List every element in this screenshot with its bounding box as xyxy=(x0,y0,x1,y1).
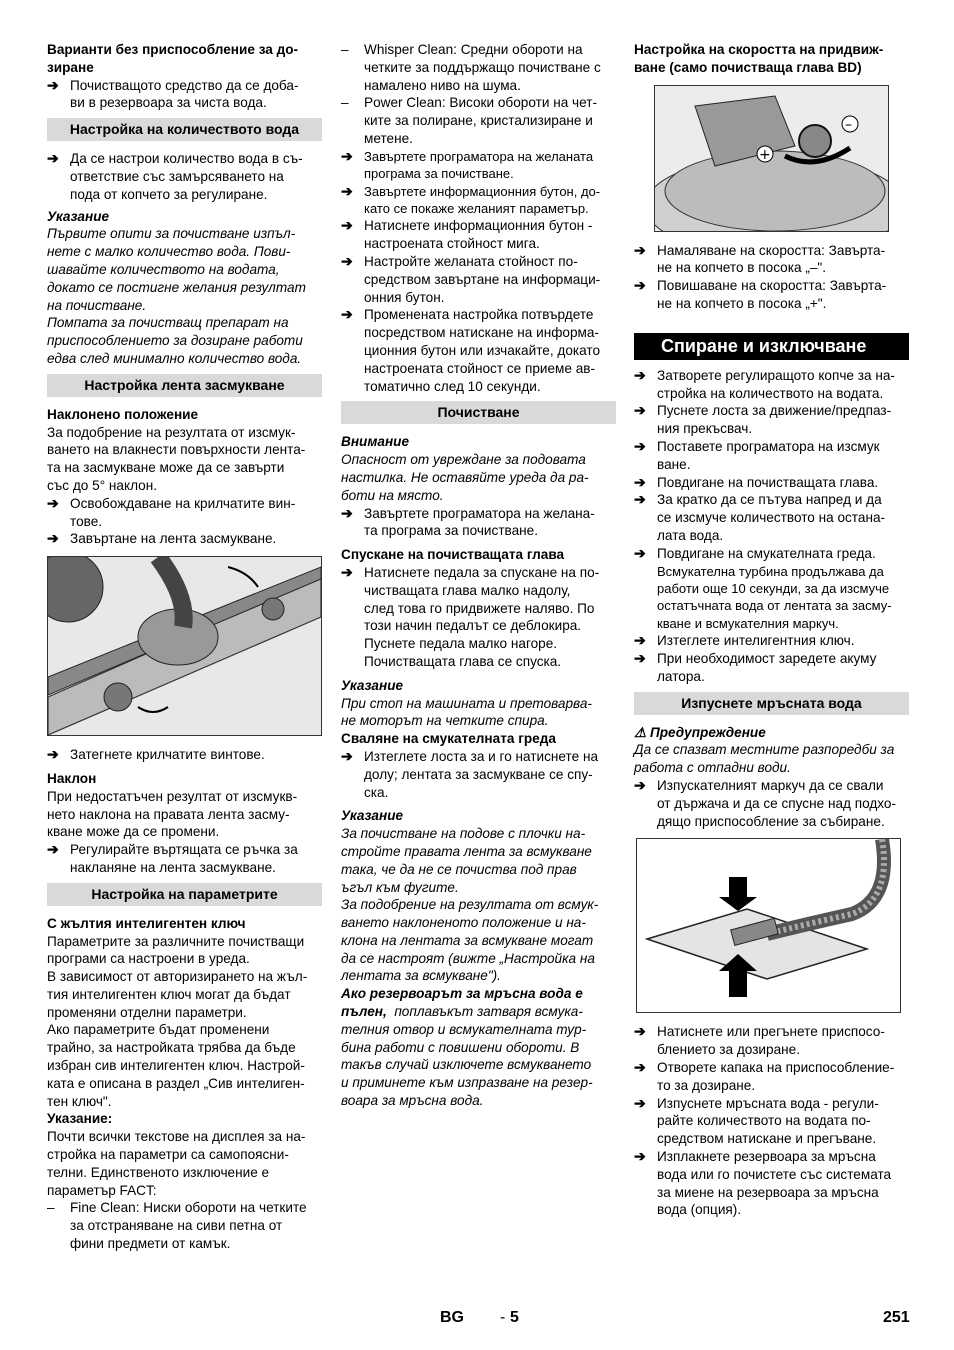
arrow-icon: ➔ xyxy=(634,1023,646,1040)
arrow-icon: ➔ xyxy=(634,473,646,490)
arrow-icon: ➔ xyxy=(634,544,646,561)
speed-knob-figure xyxy=(654,85,889,232)
arrow-icon: ➔ xyxy=(634,632,646,649)
dash-item: – Whisper Clean: Средни обороти на четките за поддържащо почистване с намалено ниво на шума. xyxy=(341,42,601,93)
arrow-icon: ➔ xyxy=(47,150,59,167)
paragraph: Почти всички текстове на дисплея за на- стройка на параметри са самопоясни- телни. Единственото изключение е параметър FACT: xyxy=(47,1129,306,1198)
warning-text: Да се спазват местните разпоредби за работа с отпадни води. xyxy=(634,742,895,776)
arrow-icon: ➔ xyxy=(634,241,646,258)
arrow-icon: ➔ xyxy=(341,306,353,323)
note-text-tank-full: Ако резервоарът за мръсна вода е пълен, поплавъкът затваря всмука- телния отвор и всмукателната тур- бина работи с повишени обороти. В такъв случай изключете всмукването и приминете към изпразване на резер- воара за мръсна вода. xyxy=(341,986,593,1109)
section-bar-water-amount: Настройка на количеството вода xyxy=(47,118,322,141)
arrow-icon: ➔ xyxy=(634,402,646,419)
note-label: Указание: xyxy=(47,1111,113,1127)
heading-lower-squeegee: Сваляне на смукателната греда xyxy=(341,731,556,747)
step: ➔ Затегнете крилчатите винтове. xyxy=(47,746,265,763)
arrow-icon: ➔ xyxy=(47,76,59,93)
step: ➔ Да се настрои количество вода в съ- ответствие със замърсяването на пода от копчето за регулиране. xyxy=(47,150,303,202)
paragraph: Параметрите за различните почистващи програми са настроени в уреда. В зависимост от авторизирането на жъл- тия интелигентен ключ могат да бъдат променяни отделни параметри. Ако параметрите бъдат променени трайно, за настройката трябва да бъде избран сив интелигентен ключ. Настрой- ката е описана в раздел „Сив интелиген- тен ключ". xyxy=(47,933,308,1109)
step: ➔ Натиснете педала за спускане на по- чистващата глава малко надолу, след това го придвижете наляво. По този начин педалът се деблокира. Пуснете педала малко нагоре. Почистващата глава се спуска. xyxy=(341,563,600,669)
arrow-icon: ➔ xyxy=(634,1058,646,1075)
arrow-icon: ➔ xyxy=(341,747,353,764)
step: ➔ Изплакнете резервоара за мръсна вода или го почистете със системата за миене на резервоара за мръсна вода (опция). xyxy=(634,1147,892,1218)
step: ➔ Отворете капака на приспособление- то за дозиране. xyxy=(634,1058,895,1093)
svg-text:+: + xyxy=(759,146,771,163)
step: ➔ Регулирайте въртящата се ръчка за накланяне на лента засмукване. xyxy=(47,841,298,875)
arrow-icon: ➔ xyxy=(341,504,353,521)
arrow-icon: ➔ xyxy=(341,147,353,164)
step: ➔ При необходимост заредете акуму латора. xyxy=(634,649,877,684)
step: ➔ Повдигане на смукателната греда. xyxy=(634,544,876,561)
step: ➔ Завъртане на лента засмукване. xyxy=(47,530,277,547)
note-label: Указание xyxy=(341,677,404,693)
column-left xyxy=(47,41,322,1253)
step: ➔ Повишаване на скоростта: Завърта- не на копчето в посока „+". xyxy=(634,277,887,311)
footer-language: BG xyxy=(440,1309,464,1326)
drain-hose-figure xyxy=(636,838,901,1013)
section-bar-parameters: Настройка на параметрите xyxy=(47,883,322,906)
dash-item: – Fine Clean: Ниски обороти на четките за отстраняване на сиви петна от фини предмети от камък. xyxy=(47,1200,307,1252)
arrow-icon: ➔ xyxy=(634,1094,646,1111)
heading-yellow-key: С жълтия интелигентен ключ xyxy=(47,915,246,931)
step: ➔ Завъртете програматора на желана- та програма за почистване. xyxy=(341,504,595,539)
arrow-icon: ➔ xyxy=(634,366,646,383)
note-label: Указание xyxy=(47,208,110,224)
footer-separator: - xyxy=(500,1309,506,1326)
heading-lower-head: Спускане на почистващата глава xyxy=(341,547,565,563)
step: ➔ Изпуснете мръсната вода - регули- райте количеството на водата по- средством натискане и прегъване. xyxy=(634,1094,879,1147)
arrow-icon: ➔ xyxy=(341,217,353,234)
heading-speed: Настройка на скоростта на придвиж- ване (само почистваща глава BD) xyxy=(634,42,884,75)
arrow-icon: ➔ xyxy=(634,1147,646,1164)
step: ➔ Завъртете програматора на желаната програма за почистване. xyxy=(341,147,594,182)
step: ➔ Повдигане на почистващата глава. xyxy=(634,473,879,490)
arrow-icon: ➔ xyxy=(341,563,353,580)
arrow-icon: ➔ xyxy=(634,776,646,793)
section-bar-cleaning: Почистване xyxy=(341,401,616,424)
heading-tilt: Наклон xyxy=(47,770,97,786)
section-bar-squeegee: Настройка лента засмукване xyxy=(47,374,322,397)
step: ➔ Натиснете или прегънете приспосо- блението за дозиране. xyxy=(634,1023,885,1058)
step: ➔ Почистващото средство да се доба- ви в резервоара за чиста вода. xyxy=(47,76,299,111)
squeegee-figure xyxy=(47,556,322,736)
note-label: Указание xyxy=(341,808,404,824)
paragraph: За подобрение на резултата от изсмук- ването на влакнести повърхности лента- та на засмукване може да се завърти със до 5° наклон. xyxy=(47,424,306,493)
note-text: За почистване на подове с плочки на- стройте правата лента за всмукване така, че да не се почиства под прав ъгъл към фугите. За подобрение на резултата от всмук- ването наклоненото положение и на- клона на лентата за всмукване могат да се настроят (вижте „Настройка на лентата за всмукване"). xyxy=(341,826,599,984)
step: ➔ Изтеглете лоста за и го натиснете на долу; лентата за засмукване се спу- ска. xyxy=(341,747,599,800)
section-title-stop: Спиране и изключване xyxy=(634,333,909,360)
step: ➔ Намаляване на скоростта: Завърта- не на копчето в посока „–". xyxy=(634,241,886,276)
column-right xyxy=(634,41,909,1219)
warning-label: ⚠ Предупреждение xyxy=(634,724,766,740)
arrow-icon: ➔ xyxy=(47,746,59,763)
svg-text:–: – xyxy=(845,116,852,133)
step: ➔ Освобождаване на крилчатите вин- тове. xyxy=(47,494,296,529)
warning-label: Внимание xyxy=(341,434,410,450)
step: ➔ Изтеглете интелигентния ключ. xyxy=(634,632,855,649)
step: ➔ Настройте желаната стойност по- средством завъртане на информаци- онния бутон. xyxy=(341,253,601,305)
note-text: Първите опити за почистване изпъл- нете с малко количество вода. Пови- шавайте количеството на водата, докато се постигне желания резултат на почистване. Помпата за почистващ препарат на приспособлението за дозиране работи едва след минимално количество вода. xyxy=(47,226,306,366)
heading-no-dosing: Варианти без приспособление за до- зиране xyxy=(47,42,299,75)
arrow-icon: ➔ xyxy=(47,841,59,858)
arrow-icon: ➔ xyxy=(634,277,646,294)
arrow-icon: ➔ xyxy=(634,649,646,666)
step: ➔ Натиснете информационния бутон - настроената стойност мига. xyxy=(341,217,593,252)
paragraph: Всмукателна турбина продължава да работи още 10 секунди, за да изсмуче остатъчната вода от лентата за засму- кване и всмукателния маркуч. xyxy=(657,563,892,631)
warning-text: Опасност от увреждане за подовата настилка. Не оставяйте уреда да ра- боти на място. xyxy=(341,452,589,503)
section-bar-drain: Изпуснете мръсната вода xyxy=(634,692,909,715)
column-middle xyxy=(341,41,616,1110)
arrow-icon: ➔ xyxy=(47,530,59,547)
footer-page-number: 251 xyxy=(883,1309,910,1326)
step: ➔ Завъртете информационния бутон, до- като се покаже желаният параметър. xyxy=(341,182,601,216)
step: ➔ Изпускателният маркуч да се свали от държача и да се спусне над подхо- дящо приспособление за събиране. xyxy=(634,776,897,829)
step: ➔ Променената настройка потвърдете посредством натискане на информа- ционния бутон или изчакайте, докато настроената стойност се приеме ав- томатично след 10 секунди. xyxy=(341,306,601,394)
heading-inclined: Наклонено положение xyxy=(47,406,199,422)
step: ➔ Затворете регулиращото копче за на- стройка на количеството на водата. xyxy=(634,366,895,401)
arrow-icon: ➔ xyxy=(341,253,353,269)
arrow-icon: ➔ xyxy=(634,491,646,508)
paragraph: При недостатъчен резултат от изсмукв- нето наклона на правата лента засму- кване може да се промени. xyxy=(47,788,298,840)
dash-item: – Power Clean: Високи обороти на чет- ките за полиране, кристализиране и метене. xyxy=(341,95,597,146)
note-text: При стоп на машината и претоварва- не моторът на четките спира. xyxy=(341,695,592,729)
footer-section-number: 5 xyxy=(510,1309,519,1326)
step: ➔ За кратко да се пътува напред и да се изсмуче количеството на остана- лата вода. xyxy=(634,491,886,543)
step: ➔ Пуснете лоста за движение/предпаз- ния прекъсвач. xyxy=(634,402,892,437)
step: ➔ Поставете програматора на изсмук ване. xyxy=(634,437,880,472)
arrow-icon: ➔ xyxy=(341,182,353,199)
arrow-icon: ➔ xyxy=(634,437,646,454)
warning-triangle-icon: ⚠ xyxy=(634,724,647,740)
arrow-icon: ➔ xyxy=(47,494,59,511)
